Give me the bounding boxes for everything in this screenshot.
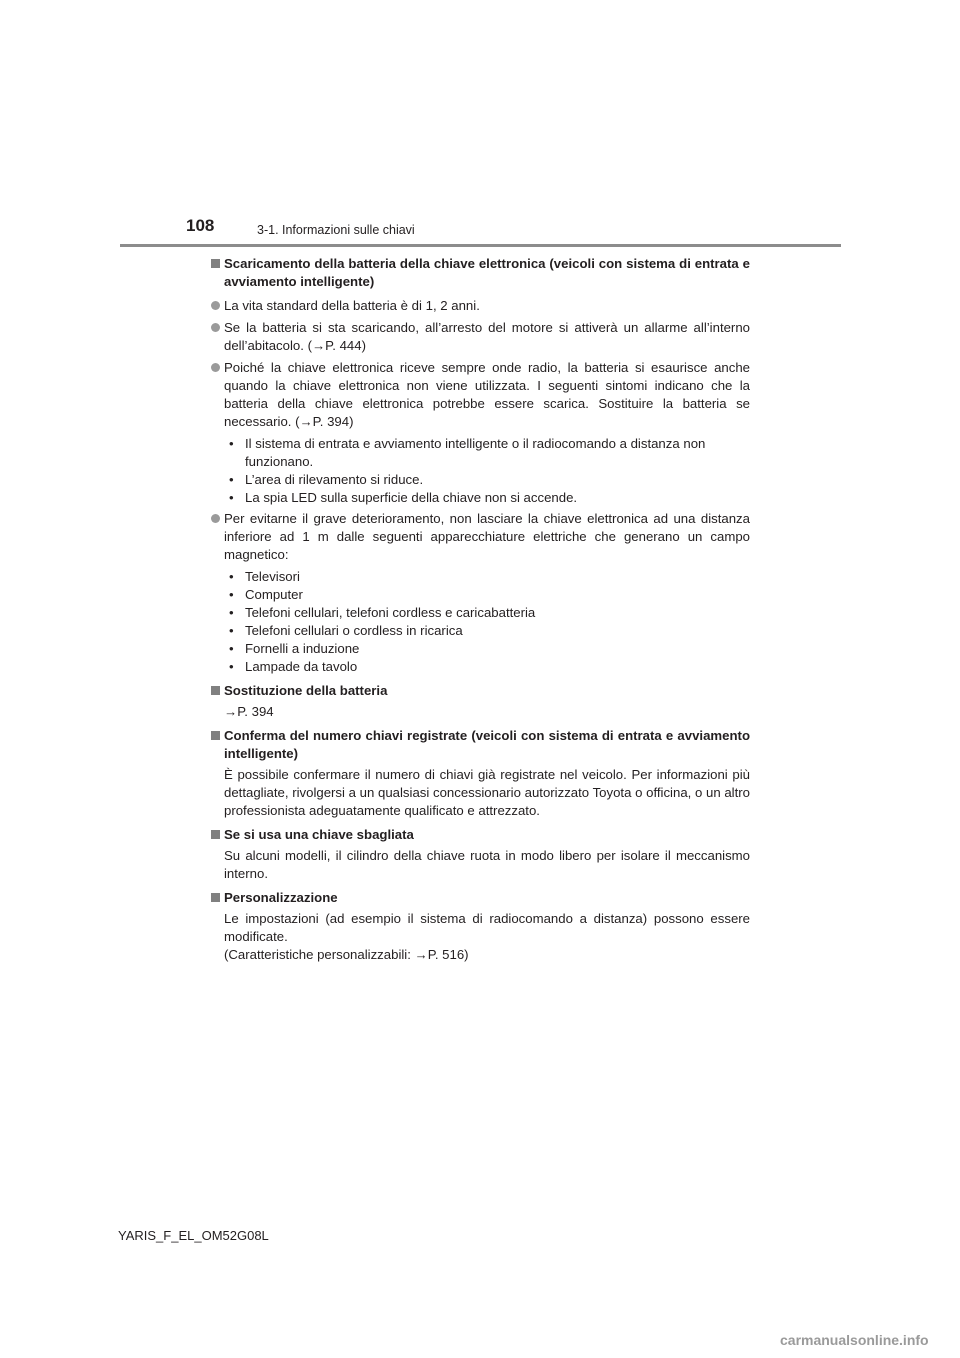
- list-item: • L’area di rilevamento si riduce.: [229, 472, 424, 487]
- symptom-text: La spia LED sulla superficie della chiave non si accende.: [245, 490, 578, 505]
- heading-text: Conferma del numero chiavi registrate (veicoli con sistema di entrata e avviamento intelligente): [224, 728, 750, 761]
- list-item: [210, 297, 750, 315]
- square-bullet-icon: [211, 830, 220, 839]
- body-text: (Caratteristiche personalizzabili: →P. 516): [224, 947, 469, 962]
- device-text: Telefoni cellulari o cordless in ricarica: [245, 623, 463, 638]
- device-text: Computer: [245, 587, 303, 602]
- section-heading: [210, 682, 750, 700]
- device-text: Televisori: [245, 569, 300, 584]
- heading-text: Scaricamento della batteria della chiave elettronica (veicoli con sistema di entrata e avviamento intelligente): [224, 256, 750, 289]
- header-rule: [120, 244, 841, 247]
- device-text: Lampade da tavolo: [245, 659, 358, 674]
- page-number: 108: [186, 216, 215, 235]
- list-item: • Fornelli a induzione: [229, 641, 360, 656]
- symptom-text: Il sistema di entrata e avviamento intelligente o il radiocomando a distanza non funzionano.: [245, 436, 706, 469]
- section-heading: [210, 255, 750, 291]
- section-heading: [210, 826, 750, 844]
- symptom-list: [210, 435, 750, 507]
- square-bullet-icon: [211, 259, 220, 268]
- list-item: [210, 510, 750, 564]
- heading-text: Se si usa una chiave sbagliata: [224, 827, 414, 842]
- section-heading: [210, 727, 750, 763]
- device-text: Fornelli a induzione: [245, 641, 360, 656]
- section-heading: [210, 889, 750, 907]
- section-title: 3-1. Informazioni sulle chiavi: [257, 223, 415, 237]
- body-text: Le impostazioni (ad esempio il sistema di radiocomando a distanza) possono essere modificate.: [224, 911, 750, 944]
- circle-bullet-icon: [211, 323, 220, 332]
- list-item: • Lampade da tavolo: [229, 659, 358, 674]
- bullet-text: Poiché la chiave elettronica riceve sempre onde radio, la batteria si esaurisce anche quando la chiave elettronica non viene utilizzata. I seguenti sintomi indicano che la batteria della chiave elettronica potrebbe essere scarica. Sostituire la batteria se necessario. (→P. 394): [224, 360, 750, 429]
- watermark: carmanualsonline.info: [780, 1332, 929, 1348]
- list-item: • La spia LED sulla superficie della chiave non si accende.: [229, 490, 578, 505]
- list-item: • Televisori: [229, 569, 300, 584]
- reference-text: →P. 394: [224, 704, 274, 719]
- bullet-text: La vita standard della batteria è di 1, 2 anni.: [224, 298, 480, 313]
- square-bullet-icon: [211, 731, 220, 740]
- heading-text: Personalizzazione: [224, 890, 338, 905]
- circle-bullet-icon: [211, 301, 220, 310]
- list-item: • Computer: [229, 587, 303, 602]
- list-item: • Telefoni cellulari o cordless in ricarica: [229, 623, 463, 638]
- bullet-text: Se la batteria si sta scaricando, all’arresto del motore si attiverà un allarme all’interno dell’abitacolo. (→P. 444): [224, 320, 750, 353]
- square-bullet-icon: [211, 893, 220, 902]
- list-item: • Telefoni cellulari, telefoni cordless e caricabatteria: [229, 605, 536, 620]
- body-text: È possibile confermare il numero di chiavi già registrate nel veicolo. Per informazioni più dettagliate, rivolgersi a un qualsiasi concessionario autorizzato Toyota o officina, o un altro professionista adeguatamente qualificato e attrezzato.: [224, 767, 750, 818]
- circle-bullet-icon: [211, 514, 220, 523]
- circle-bullet-icon: [211, 363, 220, 372]
- list-item: • Il sistema di entrata e avviamento intelligente o il radiocomando a distanza non funzionano.: [229, 436, 706, 469]
- device-text: Telefoni cellulari, telefoni cordless e caricabatteria: [245, 605, 536, 620]
- body-text: Su alcuni modelli, il cilindro della chiave ruota in modo libero per isolare il meccanismo interno.: [224, 848, 750, 881]
- square-bullet-icon: [211, 686, 220, 695]
- document-id: YARIS_F_EL_OM52G08L: [118, 1228, 269, 1243]
- heading-text: Sostituzione della batteria: [224, 683, 388, 698]
- symptom-text: L’area di rilevamento si riduce.: [245, 472, 424, 487]
- list-item: [210, 359, 750, 431]
- list-item: [210, 319, 750, 355]
- device-list: [210, 568, 750, 676]
- bullet-text: Per evitarne il grave deterioramento, non lasciare la chiave elettronica ad una distanza inferiore ad 1 m dalle seguenti apparecchiature elettriche che generano un campo magnetico:: [224, 511, 750, 562]
- page-content: [210, 255, 750, 967]
